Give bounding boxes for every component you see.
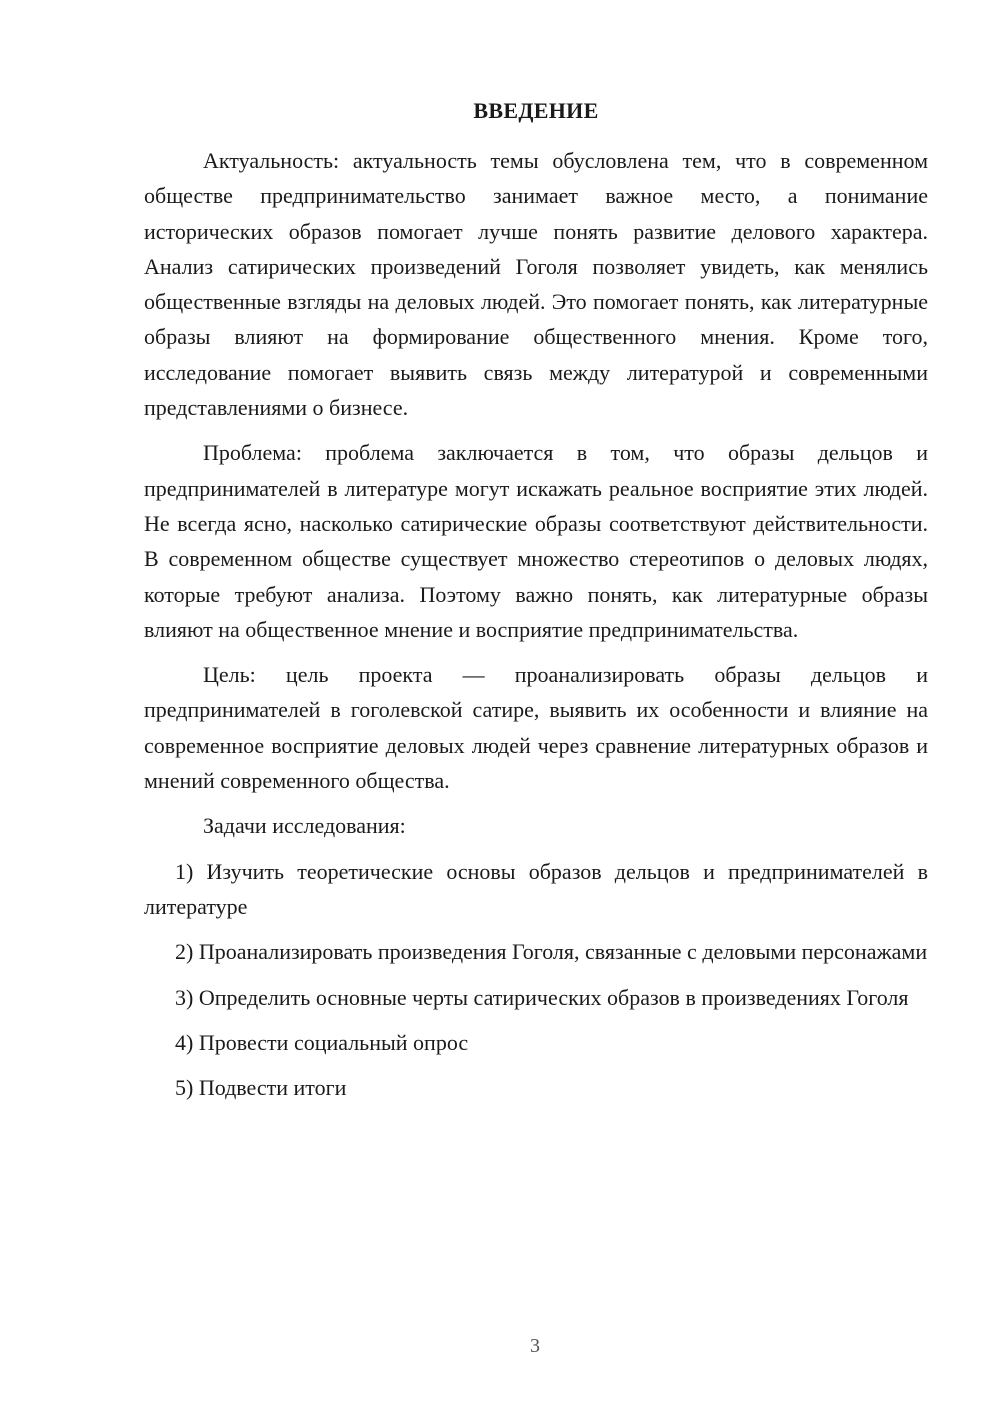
task-item: 5) Подвести итоги [175,1075,347,1101]
task-item: 2) Проанализировать произведения Гоголя, связанные с деловыми персонажами [175,939,928,965]
section-heading: ВВЕДЕНИЕ [473,98,599,123]
relevance-paragraph: Актуальность: актуальность темы обусловлена тем, что в современном обществе предпринимательство занимает важное место, а понимание исторических образов помогает лучше понять развитие делового характера. Анализ сатирических произведений Гоголя позволяет увидеть, как менялись общественные взгляды на деловых людей. Это помогает понять, как литературные образы влияют на формирование общественного мнения. Кроме того, исследование помогает выявить связь между литературой и современными представлениями о бизнесе. [144,148,928,421]
task-item: 3) Определить основные черты сатирических образов в произведениях Гоголя [175,984,909,1010]
list-spacer [144,1015,928,1025]
task-item: 4) Провести социальный опрос [175,1029,469,1055]
list-spacer [144,924,928,934]
tasks-intro: Задачи исследования: [203,813,406,839]
tasks-list [144,854,928,1106]
paragraph-spacer [144,798,928,808]
task-item: 1) Изучить теоретические основы образов дельцов и предпринимателей в литературе [144,858,928,919]
problem-paragraph: Проблема: проблема заключается в том, что образы дельцов и предпринимателей в литературе могут искажать реальное восприятие этих людей. Не всегда ясно, насколько сатирические образы соответствуют действительности. В современном обществе существует множество стереотипов о деловых людях, которые требуют анализа. Поэтому важно понять, как литературные образы влияют на общественное мнение и восприятие предпринимательства. [144,440,928,642]
list-spacer [144,970,928,980]
page-number: 3 [530,1335,540,1357]
list-spacer [144,1060,928,1070]
paragraph-spacer [144,425,928,435]
paragraph-spacer [144,647,928,657]
paragraph-spacer [144,844,928,854]
page-content [144,95,928,1105]
goal-paragraph: Цель: цель проекта — проанализировать образы дельцов и предпринимателей в гоголевской сатире, выявить их особенности и влияние на современное восприятие деловых людей через сравнение литературных образов и мнений современного общества. [144,662,928,794]
